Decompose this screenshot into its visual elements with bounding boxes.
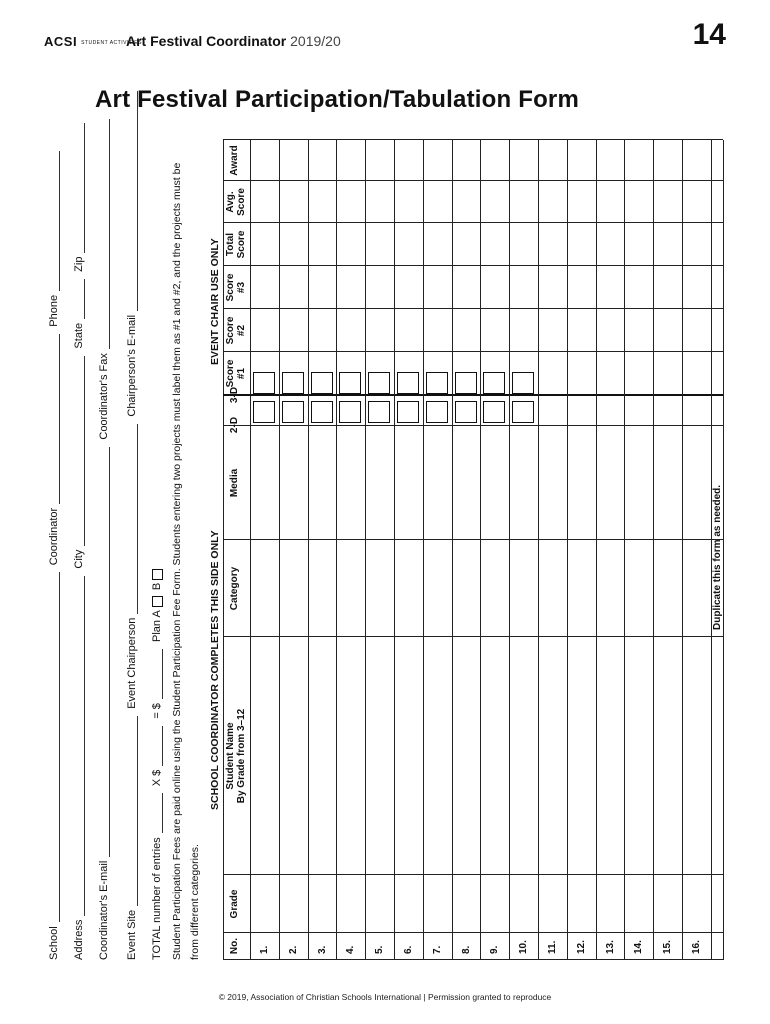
checkbox-2d[interactable]	[426, 401, 448, 423]
checkbox-2d[interactable]	[397, 401, 419, 423]
checkbox-2d[interactable]	[253, 401, 275, 423]
doc-title: Art Festival Coordinator	[126, 33, 287, 49]
row-number: 8.	[460, 945, 472, 954]
city-label: City	[73, 549, 85, 569]
checkbox-2d[interactable]	[282, 401, 304, 423]
checkbox-3d[interactable]	[483, 372, 505, 394]
row-divider	[279, 140, 280, 960]
col-total-l1: Total	[225, 232, 236, 257]
row-divider	[480, 140, 481, 960]
plan-a-label: Plan A	[151, 610, 163, 642]
checkbox-2d[interactable]	[512, 401, 534, 423]
phone-label: Phone	[48, 294, 60, 327]
row-number: 14.	[633, 940, 645, 954]
col-name	[225, 637, 247, 875]
checkbox-3d[interactable]	[311, 372, 333, 394]
footer-copyright: © 2019, Association of Christian Schools International | Permission granted to reproduce	[218, 992, 552, 1002]
row-number: 13.	[604, 940, 616, 954]
col-total-l2: Score	[236, 230, 247, 259]
col-score1	[225, 352, 247, 395]
checkbox-3d[interactable]	[512, 372, 534, 394]
doc-year: 2019/20	[290, 33, 341, 49]
row-number: 9.	[489, 945, 501, 954]
col-grade: Grade	[229, 889, 240, 919]
row-divider	[308, 140, 309, 960]
col-score3-l2: #3	[236, 281, 247, 294]
row-divider	[567, 140, 568, 960]
row-number: 10.	[518, 940, 530, 954]
checkbox-3d[interactable]	[368, 372, 390, 394]
col-total	[225, 223, 247, 266]
checkbox-2d[interactable]	[339, 401, 361, 423]
checkbox-2d[interactable]	[311, 401, 333, 423]
checkbox-3d[interactable]	[397, 372, 419, 394]
row-number: 16.	[691, 940, 702, 954]
col-score3	[225, 266, 247, 309]
coord-email-label: Coordinator's E-mail	[98, 860, 110, 960]
row-number: 12.	[575, 940, 587, 954]
row-divider	[452, 140, 453, 960]
checkbox-3d[interactable]	[253, 372, 275, 394]
col-no: No.	[229, 937, 240, 955]
col-score1-l1: Score	[225, 359, 236, 388]
chair-email-label: Chairperson's E-mail	[126, 314, 138, 417]
zip-label: Zip	[73, 256, 85, 272]
plan-b-label: B	[151, 582, 163, 591]
coord-email-line	[98, 115, 110, 960]
row-divider	[394, 140, 395, 960]
total-entries-label: TOTAL number of entries	[151, 837, 163, 960]
school-line	[48, 147, 60, 960]
address-line	[73, 119, 85, 960]
row-divider	[336, 140, 337, 960]
row-divider	[365, 140, 366, 960]
row-number: 2.	[287, 945, 299, 954]
address-label: Address	[73, 919, 85, 960]
col-score2-l2: #2	[236, 324, 247, 337]
logo-subtext: STUDENT ACTIVITIES	[81, 39, 142, 46]
row-number: 4.	[345, 945, 357, 954]
col-name-line1: Student Name	[225, 722, 236, 790]
col-avg-l1: Avg.	[225, 191, 236, 213]
col-score2-l1: Score	[225, 316, 236, 345]
checkbox-2d[interactable]	[483, 401, 505, 423]
plan-a-checkbox[interactable]	[152, 596, 163, 607]
col-score1-l2: #1	[236, 367, 247, 380]
checkbox-2d[interactable]	[368, 401, 390, 423]
coordinator-label: Coordinator	[48, 507, 60, 566]
school-coordinator-heading: SCHOOL COORDINATOR COMPLETES THIS SIDE ONLY	[209, 530, 221, 810]
row-number: 15.	[662, 940, 674, 954]
row-divider	[596, 140, 597, 960]
event-chair-heading: EVENT CHAIR USE ONLY	[209, 238, 221, 365]
col-avg	[225, 181, 247, 223]
header-title	[126, 33, 341, 49]
col-name-line2: By Grade from 3–12	[236, 708, 247, 804]
fees-note: Student Participation Fees are paid online using the Student Participation Fee Form. Students entering two projects must label them as #1 and #2, and the projects must be from different categories.	[171, 162, 201, 960]
row-divider	[653, 140, 654, 960]
form-title: Art Festival Participation/Tabulation Form	[95, 86, 580, 113]
event-site-line	[126, 87, 138, 960]
checkbox-3d[interactable]	[426, 372, 448, 394]
row-number: 6.	[403, 945, 414, 954]
checkbox-3d[interactable]	[455, 372, 477, 394]
times-label: X $	[151, 769, 163, 787]
col-category: Category	[229, 566, 240, 611]
row-number: 7.	[431, 945, 443, 954]
checkbox-3d[interactable]	[282, 372, 304, 394]
coord-fax-label: Coordinator's Fax	[98, 353, 110, 440]
state-label: State	[73, 322, 85, 349]
tabulation-table	[209, 140, 725, 960]
duplicate-note: Duplicate this form as needed.	[712, 484, 723, 630]
event-chair-label: Event Chairperson	[126, 617, 138, 709]
rotated-form-body	[40, 140, 740, 960]
row-number: 1.	[259, 945, 270, 954]
row-divider	[423, 140, 424, 960]
checkbox-2d[interactable]	[455, 401, 477, 423]
row-divider	[682, 140, 683, 960]
col-score3-l1: Score	[225, 273, 236, 302]
school-label: School	[48, 926, 60, 960]
equals-label: = $	[151, 703, 163, 719]
col-avg-l2: Score	[236, 188, 247, 216]
col-award: Award	[229, 145, 240, 176]
row-divider	[509, 140, 510, 960]
fees-line	[151, 566, 163, 960]
checkbox-3d[interactable]	[339, 372, 361, 394]
page-number: 14	[692, 18, 726, 51]
col-media: Media	[229, 468, 240, 498]
row-divider	[538, 140, 539, 960]
col-score2	[225, 309, 247, 352]
row-number: 3.	[316, 945, 328, 954]
row-number: 11.	[547, 940, 558, 954]
plan-b-checkbox[interactable]	[152, 569, 163, 580]
logo-text: ACSI	[44, 34, 78, 49]
event-site-label: Event Site	[126, 909, 138, 960]
row-divider	[624, 140, 625, 960]
col-2d: 2-D	[229, 416, 240, 434]
col-3d: 3-D	[229, 386, 240, 404]
row-number: 5.	[374, 945, 386, 954]
